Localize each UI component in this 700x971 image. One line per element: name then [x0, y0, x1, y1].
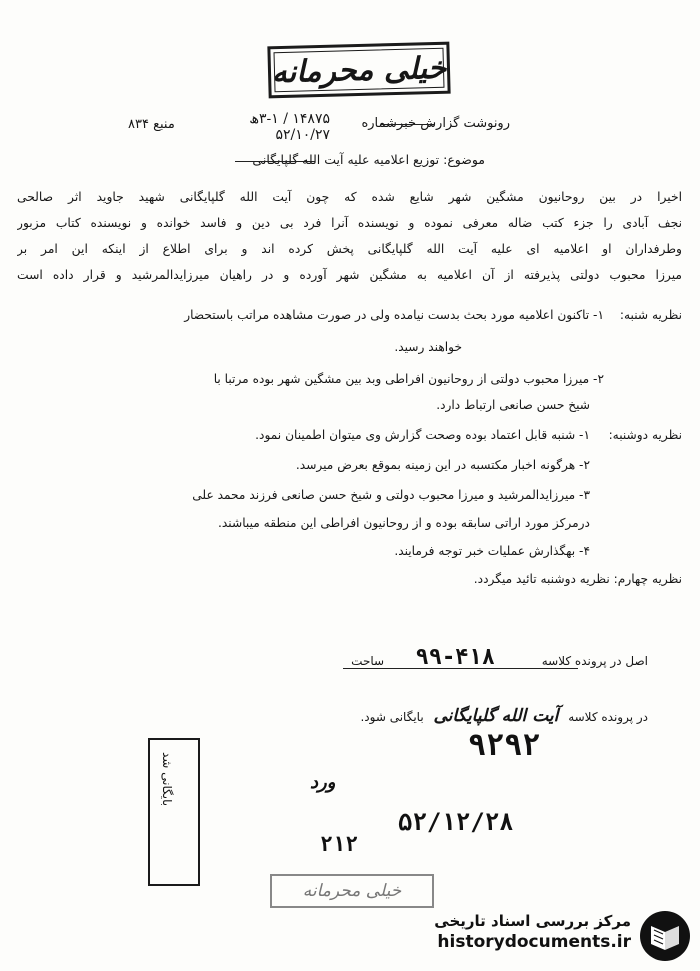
assessment-2-item-4: ۴- بهگذارش عملیات خبر توجه فرمایند.	[394, 544, 590, 558]
book-open-icon	[639, 910, 691, 962]
assessment-2-item-3-cont: درمرکز مورد اراتی سابقه بوده و از روحانیون افراطی این منطقه میباشند.	[218, 516, 590, 530]
classification-stamp: خیلی محرمانه	[267, 42, 450, 99]
assessments	[12, 0, 682, 600]
logo-text	[434, 912, 631, 952]
report-label: رونوشت گزارش خبرشماره	[361, 116, 510, 131]
report-number: ۱۴۸۷۵ / ۳-۱ھ	[249, 111, 330, 127]
body-line: اخیرا در بین روحانیون مشگین شهر شایع شده که چون آیت الله گلپایگانی شهید جاوید اثر صالحی	[17, 190, 682, 204]
handwritten-reference: ۲۱۲	[320, 832, 358, 856]
assessment-1-item-2: ۲- میرزا محبوب دولتی از روحانیون افراطی وبد بین مشگین شهر بوده مرتبا با	[213, 372, 604, 386]
source-label: منبع ۸۳۴	[128, 117, 175, 132]
subject-line: موضوع: توزیع اعلامیه علیه آیت الله گلپایگانی	[252, 152, 485, 167]
archive-prefix: در پرونده کلاسه	[568, 710, 648, 724]
file-suffix: ساحت	[351, 654, 385, 668]
report-date: ۵۲/۱۰/۲۷	[275, 127, 330, 143]
archive-stamp-text: بایگانی شد	[160, 752, 174, 807]
assessment-1-item-1: ۱- تاکنون اعلامیه مورد بحث بدست نیامده ولی در صورت مشاهده مراتب باستحضار	[184, 308, 604, 322]
assessment-1-label: نظریه شنبه:	[619, 308, 682, 322]
archive-stamp	[148, 738, 200, 886]
body-line: وطرفداران او اعلامیه ای علیه آیت الله گلپایگانی پخش کرده اند و برای اطلاع از اینکه این امر بر	[17, 242, 682, 256]
archive-logo	[430, 906, 695, 968]
assessment-2-label: نظریه دوشنبه:	[608, 428, 682, 442]
file-label	[351, 654, 648, 668]
handwritten-initials: ورد	[310, 772, 336, 793]
assessment-1-item-2-cont: شیخ حسن صانعی ارتباط دارد.	[436, 398, 590, 412]
assessment-2-item-3: ۳- میرزایدالمرشید و میرزا محبوب دولتی و شیخ حسن صانعی فرزند محمد علی	[192, 488, 590, 502]
archive-suffix: بایگانی شود.	[360, 710, 424, 724]
logo-url: historydocuments.ir	[437, 932, 631, 952]
assessment-1-item-1-cont: خواهند رسید.	[394, 340, 462, 354]
logo-title: مرکز بررسی اسناد تاریخی	[434, 912, 631, 930]
handwritten-number: ۹۲۹۲	[468, 728, 541, 763]
archive-file-name: آیت الله گلپایگانی	[433, 706, 559, 726]
classification-stamp-faded: خیلی محرمانه	[270, 874, 434, 908]
handwritten-date: ۵۲/۱۲/۲۸	[398, 808, 514, 836]
assessment-3: نظریه چهارم: نظریه دوشنبه تائید میگردد.	[473, 572, 682, 586]
file-label-text: اصل در پرونده کلاسه	[541, 654, 648, 668]
archive-instruction	[360, 706, 648, 726]
body-line: میرزا محبوب دولتی پذیرفته از آن اعلامیه به مشگین شهر آورده و در راهیان میرزایدالمرشید و قرار داده است	[17, 268, 682, 282]
assessment-2-item-1: ۱- شنبه قابل اعتماد بوده وصحت گزارش وی میتوان اطمینان نمود.	[255, 428, 590, 442]
body-line: نجف آبادی را جزء کتب ضاله معرفی نموده و نویسنده آنرا فرد بی دین و فاسد خوانده و نویسنده کتاب مزبور	[17, 216, 682, 230]
assessment-2-item-2: ۲- هرگونه اخبار مکتسبه در این زمینه بموقع بعرض میرسد.	[295, 458, 590, 472]
file-underline	[343, 668, 578, 669]
file-number: ۹۹-۴۱۸	[415, 645, 495, 670]
